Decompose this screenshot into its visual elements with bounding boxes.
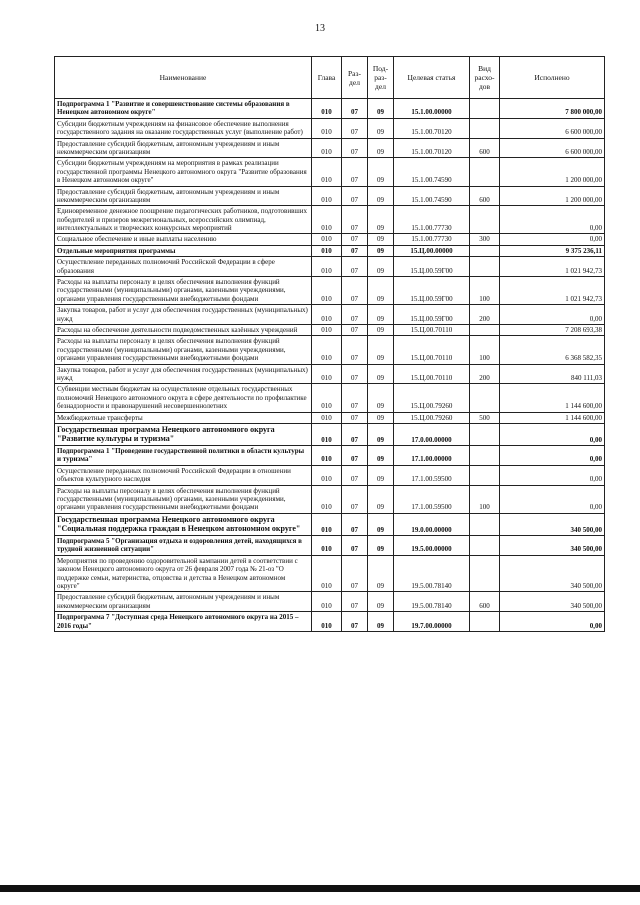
table-row (55, 612, 605, 632)
header-name: Наименование (55, 57, 312, 99)
cell-subsection: 09 (368, 99, 394, 119)
cell-subsection: 09 (368, 364, 394, 384)
cell-chapter: 010 (312, 336, 342, 364)
table-row (55, 186, 605, 206)
cell-expense-type: 600 (470, 592, 500, 612)
cell-target: 15.Ц.00.59Г00 (394, 277, 470, 305)
table-row (55, 412, 605, 423)
cell-expense-type (470, 513, 500, 535)
cell-subsection: 09 (368, 158, 394, 186)
cell-executed: 7 208 693,38 (500, 324, 605, 335)
cell-chapter: 010 (312, 364, 342, 384)
cell-subsection: 09 (368, 234, 394, 245)
cell-name: Подпрограмма 5 "Организация отдыха и оздоровления детей, находящихся в трудной жизненной ситуации" (55, 536, 312, 556)
cell-section: 07 (342, 555, 368, 592)
header-section: Раз- дел (342, 57, 368, 99)
table-row (55, 384, 605, 412)
cell-executed: 840 111,03 (500, 364, 605, 384)
table-row (55, 465, 605, 485)
cell-subsection: 09 (368, 245, 394, 256)
cell-section: 07 (342, 612, 368, 632)
cell-subsection: 09 (368, 384, 394, 412)
cell-expense-type: 200 (470, 305, 500, 325)
cell-expense-type (470, 612, 500, 632)
cell-section: 07 (342, 336, 368, 364)
cell-chapter: 010 (312, 485, 342, 513)
table-row (55, 234, 605, 245)
table-row (55, 423, 605, 445)
cell-chapter: 010 (312, 245, 342, 256)
cell-section: 07 (342, 206, 368, 234)
cell-section: 07 (342, 324, 368, 335)
cell-name: Закупка товаров, работ и услуг для обеспечения государственных (муниципальных) нужд (55, 305, 312, 325)
cell-target: 15.1.00.77730 (394, 234, 470, 245)
budget-table (54, 56, 605, 632)
table-row (55, 536, 605, 556)
cell-subsection: 09 (368, 118, 394, 138)
cell-section: 07 (342, 513, 368, 535)
cell-subsection: 09 (368, 206, 394, 234)
cell-section: 07 (342, 305, 368, 325)
cell-subsection: 09 (368, 612, 394, 632)
cell-executed: 7 800 000,00 (500, 99, 605, 119)
cell-expense-type (470, 99, 500, 119)
cell-section: 07 (342, 99, 368, 119)
cell-executed: 0,00 (500, 446, 605, 466)
cell-expense-type: 600 (470, 138, 500, 158)
cell-section: 07 (342, 412, 368, 423)
cell-subsection: 09 (368, 324, 394, 335)
cell-chapter: 010 (312, 118, 342, 138)
table-row (55, 206, 605, 234)
cell-chapter: 010 (312, 592, 342, 612)
header-expense-type: Вид расхо- дов (470, 57, 500, 99)
cell-target: 19.7.00.00000 (394, 612, 470, 632)
cell-name: Подпрограмма 7 "Доступная среда Ненецкого автономного округа на 2015 – 2016 годы" (55, 612, 312, 632)
cell-target: 19.5.00.78140 (394, 592, 470, 612)
cell-name: Подпрограмма 1 "Развитие и совершенствование системы образования в Ненецком автономном округе" (55, 99, 312, 119)
cell-executed: 6 368 582,35 (500, 336, 605, 364)
cell-expense-type (470, 158, 500, 186)
cell-expense-type: 500 (470, 412, 500, 423)
cell-expense-type (470, 465, 500, 485)
cell-section: 07 (342, 158, 368, 186)
table-row (55, 555, 605, 592)
cell-name: Отдельные мероприятия программы (55, 245, 312, 256)
cell-section: 07 (342, 234, 368, 245)
table-row (55, 592, 605, 612)
table-row (55, 99, 605, 119)
cell-target: 15.Ц.00.70110 (394, 324, 470, 335)
cell-expense-type: 100 (470, 485, 500, 513)
cell-expense-type (470, 257, 500, 277)
cell-name: Социальное обеспечение и иные выплаты населению (55, 234, 312, 245)
cell-chapter: 010 (312, 99, 342, 119)
table-row (55, 158, 605, 186)
cell-chapter: 010 (312, 138, 342, 158)
cell-target: 15.1.00.74590 (394, 158, 470, 186)
cell-section: 07 (342, 423, 368, 445)
cell-expense-type (470, 423, 500, 445)
cell-name: Расходы на выплаты персоналу в целях обеспечения выполнения функций государственными (муниципальными) органами, казенными учреждениями, органами управления государственными внебюджетными фондами (55, 485, 312, 513)
cell-chapter: 010 (312, 555, 342, 592)
table-row (55, 118, 605, 138)
cell-chapter: 010 (312, 305, 342, 325)
cell-executed: 0,00 (500, 305, 605, 325)
cell-chapter: 010 (312, 324, 342, 335)
cell-target: 15.1.00.70120 (394, 138, 470, 158)
cell-name: Расходы на выплаты персоналу в целях обеспечения выполнения функций государственными (муниципальными) органами, казенными учреждениями, органами управления государственными внебюджетными фондами (55, 336, 312, 364)
cell-section: 07 (342, 118, 368, 138)
cell-section: 07 (342, 245, 368, 256)
cell-target: 15.Ц.00.00000 (394, 245, 470, 256)
cell-expense-type (470, 384, 500, 412)
cell-subsection: 09 (368, 536, 394, 556)
cell-subsection: 09 (368, 257, 394, 277)
cell-chapter: 010 (312, 384, 342, 412)
cell-name: Субвенции местным бюджетам на осуществление отдельных государственных полномочий Ненецкого автономного округа в сфере деятельности по профилактике безнадзорности и правонарушений несовершеннолетних (55, 384, 312, 412)
cell-executed: 0,00 (500, 423, 605, 445)
cell-executed: 0,00 (500, 612, 605, 632)
cell-chapter: 010 (312, 206, 342, 234)
cell-chapter: 010 (312, 277, 342, 305)
cell-section: 07 (342, 277, 368, 305)
cell-chapter: 010 (312, 234, 342, 245)
cell-subsection: 09 (368, 412, 394, 423)
cell-expense-type (470, 536, 500, 556)
cell-target: 15.Ц.00.59Г00 (394, 257, 470, 277)
cell-name: Субсидии бюджетным учреждениям на мероприятия в рамках реализации государственной программы Ненецкого автономного округа "Развитие образования в Ненецком автономном округе" (55, 158, 312, 186)
cell-name: Осуществление переданных полномочий Российской Федерации в отношении объектов культурного наследия (55, 465, 312, 485)
cell-subsection: 09 (368, 138, 394, 158)
scan-edge-bar (0, 885, 640, 892)
header-executed: Исполнено (500, 57, 605, 99)
table-row (55, 364, 605, 384)
cell-section: 07 (342, 138, 368, 158)
cell-target: 15.Ц.00.70110 (394, 336, 470, 364)
table-row (55, 245, 605, 256)
cell-executed: 1 021 942,73 (500, 257, 605, 277)
cell-section: 07 (342, 186, 368, 206)
cell-target: 19.5.00.78140 (394, 555, 470, 592)
cell-subsection: 09 (368, 592, 394, 612)
cell-name: Единовременное денежное поощрение педагогических работников, подготовивших победителей и призеров межрегиональных, всероссийских олимпиад, интеллектуальных и творческих конкурсных мероприятий (55, 206, 312, 234)
cell-expense-type: 300 (470, 234, 500, 245)
cell-expense-type (470, 446, 500, 466)
cell-subsection: 09 (368, 186, 394, 206)
cell-name: Закупка товаров, работ и услуг для обеспечения государственных (муниципальных) нужд (55, 364, 312, 384)
cell-target: 15.1.00.70120 (394, 118, 470, 138)
cell-executed: 1 021 942,73 (500, 277, 605, 305)
cell-target: 17.1.00.00000 (394, 446, 470, 466)
cell-chapter: 010 (312, 257, 342, 277)
cell-executed: 340 500,00 (500, 513, 605, 535)
header-subsection: Под- раз- дел (368, 57, 394, 99)
cell-expense-type: 200 (470, 364, 500, 384)
cell-target: 17.0.00.00000 (394, 423, 470, 445)
cell-chapter: 010 (312, 412, 342, 423)
header-chapter: Глава (312, 57, 342, 99)
cell-name: Осуществление переданных полномочий Российской Федерации в сфере образования (55, 257, 312, 277)
cell-target: 15.Ц.00.79260 (394, 412, 470, 423)
cell-target: 15.1.00.00000 (394, 99, 470, 119)
cell-expense-type: 100 (470, 336, 500, 364)
cell-expense-type (470, 324, 500, 335)
cell-section: 07 (342, 465, 368, 485)
cell-target: 19.0.00.00000 (394, 513, 470, 535)
cell-expense-type: 100 (470, 277, 500, 305)
cell-chapter: 010 (312, 446, 342, 466)
cell-executed: 6 600 000,00 (500, 138, 605, 158)
cell-subsection: 09 (368, 423, 394, 445)
cell-name: Расходы на обеспечение деятельности подведомственных казённых учреждений (55, 324, 312, 335)
cell-section: 07 (342, 536, 368, 556)
cell-target: 15.Ц.00.70110 (394, 364, 470, 384)
table-row (55, 324, 605, 335)
cell-expense-type (470, 245, 500, 256)
cell-executed: 1 144 600,00 (500, 412, 605, 423)
cell-chapter: 010 (312, 423, 342, 445)
cell-chapter: 010 (312, 158, 342, 186)
table-row (55, 513, 605, 535)
cell-name: Расходы на выплаты персоналу в целях обеспечения выполнения функций государственными (муниципальными) органами, казенными учреждениями, органами управления государственными внебюджетными фондами (55, 277, 312, 305)
cell-executed: 1 200 000,00 (500, 186, 605, 206)
cell-target: 17.1.00.59500 (394, 485, 470, 513)
cell-target: 19.5.00.00000 (394, 536, 470, 556)
table-row (55, 305, 605, 325)
header-target: Целевая статья (394, 57, 470, 99)
table-row (55, 257, 605, 277)
cell-executed: 340 500,00 (500, 555, 605, 592)
cell-subsection: 09 (368, 305, 394, 325)
cell-executed: 9 375 236,11 (500, 245, 605, 256)
cell-name: Субсидии бюджетным учреждениям на финансовое обеспечение выполнения государственного задания на оказание государственных услуг (выполнение работ) (55, 118, 312, 138)
table-row (55, 277, 605, 305)
cell-section: 07 (342, 485, 368, 513)
cell-executed: 0,00 (500, 234, 605, 245)
cell-section: 07 (342, 384, 368, 412)
table-header-row (55, 57, 605, 99)
cell-chapter: 010 (312, 513, 342, 535)
table-row (55, 138, 605, 158)
cell-name: Государственная программа Ненецкого автономного округа "Социальная поддержка граждан в Ненецком автономном округе" (55, 513, 312, 535)
cell-section: 07 (342, 257, 368, 277)
cell-subsection: 09 (368, 555, 394, 592)
cell-name: Государственная программа Ненецкого автономного округа "Развитие культуры и туризма" (55, 423, 312, 445)
cell-expense-type: 600 (470, 186, 500, 206)
table-row (55, 446, 605, 466)
cell-executed: 0,00 (500, 206, 605, 234)
cell-expense-type (470, 206, 500, 234)
cell-name: Предоставление субсидий бюджетным, автономным учреждениям и иным некоммерческим организациям (55, 186, 312, 206)
cell-executed: 1 200 000,00 (500, 158, 605, 186)
cell-chapter: 010 (312, 465, 342, 485)
cell-subsection: 09 (368, 336, 394, 364)
cell-name: Мероприятия по проведению оздоровительной кампании детей в соответствии с законом Ненецкого автономного округа от 26 февраля 2007 года № 21-оз "О поддержке семьи, материнства, отцовства и детства в Ненецком автономном округе" (55, 555, 312, 592)
cell-name: Межбюджетные трансферты (55, 412, 312, 423)
cell-section: 07 (342, 446, 368, 466)
cell-name: Предоставление субсидий бюджетным, автономным учреждениям и иным некоммерческим организациям (55, 138, 312, 158)
cell-chapter: 010 (312, 536, 342, 556)
cell-executed: 340 500,00 (500, 536, 605, 556)
cell-target: 17.1.00.59500 (394, 465, 470, 485)
page-number: 13 (315, 23, 325, 34)
cell-chapter: 010 (312, 612, 342, 632)
cell-executed: 6 600 000,00 (500, 118, 605, 138)
cell-subsection: 09 (368, 465, 394, 485)
cell-target: 15.1.00.74590 (394, 186, 470, 206)
cell-executed: 340 500,00 (500, 592, 605, 612)
cell-subsection: 09 (368, 513, 394, 535)
cell-executed: 0,00 (500, 485, 605, 513)
cell-section: 07 (342, 364, 368, 384)
cell-subsection: 09 (368, 277, 394, 305)
cell-chapter: 010 (312, 186, 342, 206)
cell-subsection: 09 (368, 485, 394, 513)
cell-target: 15.Ц.00.59Г00 (394, 305, 470, 325)
cell-target: 15.1.00.77730 (394, 206, 470, 234)
cell-target: 15.Ц.00.79260 (394, 384, 470, 412)
cell-section: 07 (342, 592, 368, 612)
cell-executed: 1 144 600,00 (500, 384, 605, 412)
table-row (55, 336, 605, 364)
cell-expense-type (470, 118, 500, 138)
cell-name: Предоставление субсидий бюджетным, автономным учреждениям и иным некоммерческим организациям (55, 592, 312, 612)
cell-expense-type (470, 555, 500, 592)
cell-executed: 0,00 (500, 465, 605, 485)
table-row (55, 485, 605, 513)
cell-name: Подпрограмма 1 "Проведение государственной политики в области культуры и туризма" (55, 446, 312, 466)
cell-subsection: 09 (368, 446, 394, 466)
